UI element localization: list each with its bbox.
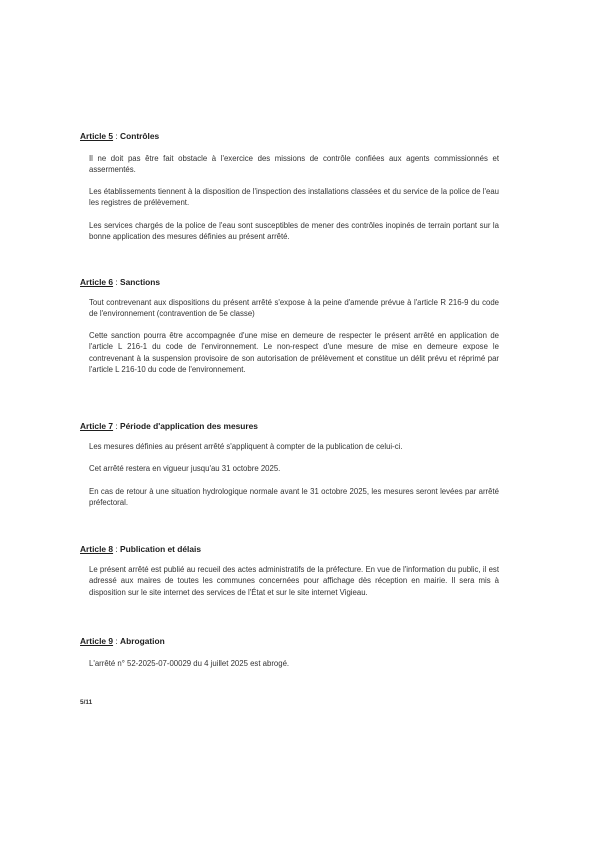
article-number: Article 6 <box>80 277 114 287</box>
article-number: Article 5 <box>80 131 114 141</box>
article-number: Article 7 <box>80 421 114 431</box>
article-title: Publication et délais <box>120 544 202 554</box>
article-9-heading: Article 9 : Abrogation <box>80 636 165 646</box>
article-number: Article 8 <box>80 544 114 554</box>
article-5-paragraph-2: Les établissements tiennent à la disposition de l'inspection des installations classées et du service de la police de l'eau les registres de prélèvement. <box>89 187 499 208</box>
article-title: Abrogation <box>120 636 165 646</box>
article-7-paragraph-3: En cas de retour à une situation hydrologique normale avant le 31 octobre 2025, les mesures seront levées par arrêté préfectoral. <box>89 487 499 508</box>
article-6-heading: Article 6 : Sanctions <box>80 277 161 287</box>
article-9-paragraph-1: L'arrêté n° 52-2025-07-00029 du 4 juillet 2025 est abrogé. <box>89 659 290 668</box>
article-7-paragraph-1: Les mesures définies au présent arrêté s'appliquent à compter de la publication de celui-ci. <box>89 442 403 451</box>
article-7-paragraph-2: Cet arrêté restera en vigueur jusqu'au 31 octobre 2025. <box>89 464 281 473</box>
article-title: Sanctions <box>120 277 161 287</box>
article-5-paragraph-3: Les services chargés de la police de l'eau sont susceptibles de mener des contrôles inopinés de terrain portant sur la bonne application des mesures définies au présent arrêté. <box>89 221 499 242</box>
article-title: Période d'application des mesures <box>120 421 258 431</box>
article-8-heading: Article 8 : Publication et délais <box>80 544 202 554</box>
page-number: 5/11 <box>80 699 93 706</box>
article-6-paragraph-2: Cette sanction pourra être accompagnée d'une mise en demeure de respecter le présent arrêté en application de l'article L 216-1 du code de l'environnement. Le non-respect d'une mesure de mise en demeure expose le contrevenant à la suspension provisoire de son autorisation de prélèvement et constitue un délit prévu et réprimé par l'article L 216-10 du code de l'environnement. <box>89 331 499 375</box>
article-5-heading: Article 5 : Contrôles <box>80 131 160 141</box>
article-6-paragraph-1: Tout contrevenant aux dispositions du présent arrêté s'expose à la peine d'amende prévue à l'article R 216-9 du code de l'environnement (contravention de 5e classe) <box>89 298 499 319</box>
article-7-heading: Article 7 : Période d'application des mesures <box>80 421 258 431</box>
article-8-paragraph-1: Le présent arrêté est publié au recueil des actes administratifs de la préfecture. En vue de l'information du public, il est adressé aux maires de toutes les communes concernées pour affichage dès réception en mairie. Il sera mis à disposition sur le site internet des services de l'État et sur le site internet Vigieau. <box>89 565 499 597</box>
article-title: Contrôles <box>120 131 160 141</box>
article-5-paragraph-1: Il ne doit pas être fait obstacle à l'exercice des missions de contrôle confiées aux agents commissionnés et assermentés. <box>89 154 499 175</box>
article-number: Article 9 <box>80 636 114 646</box>
